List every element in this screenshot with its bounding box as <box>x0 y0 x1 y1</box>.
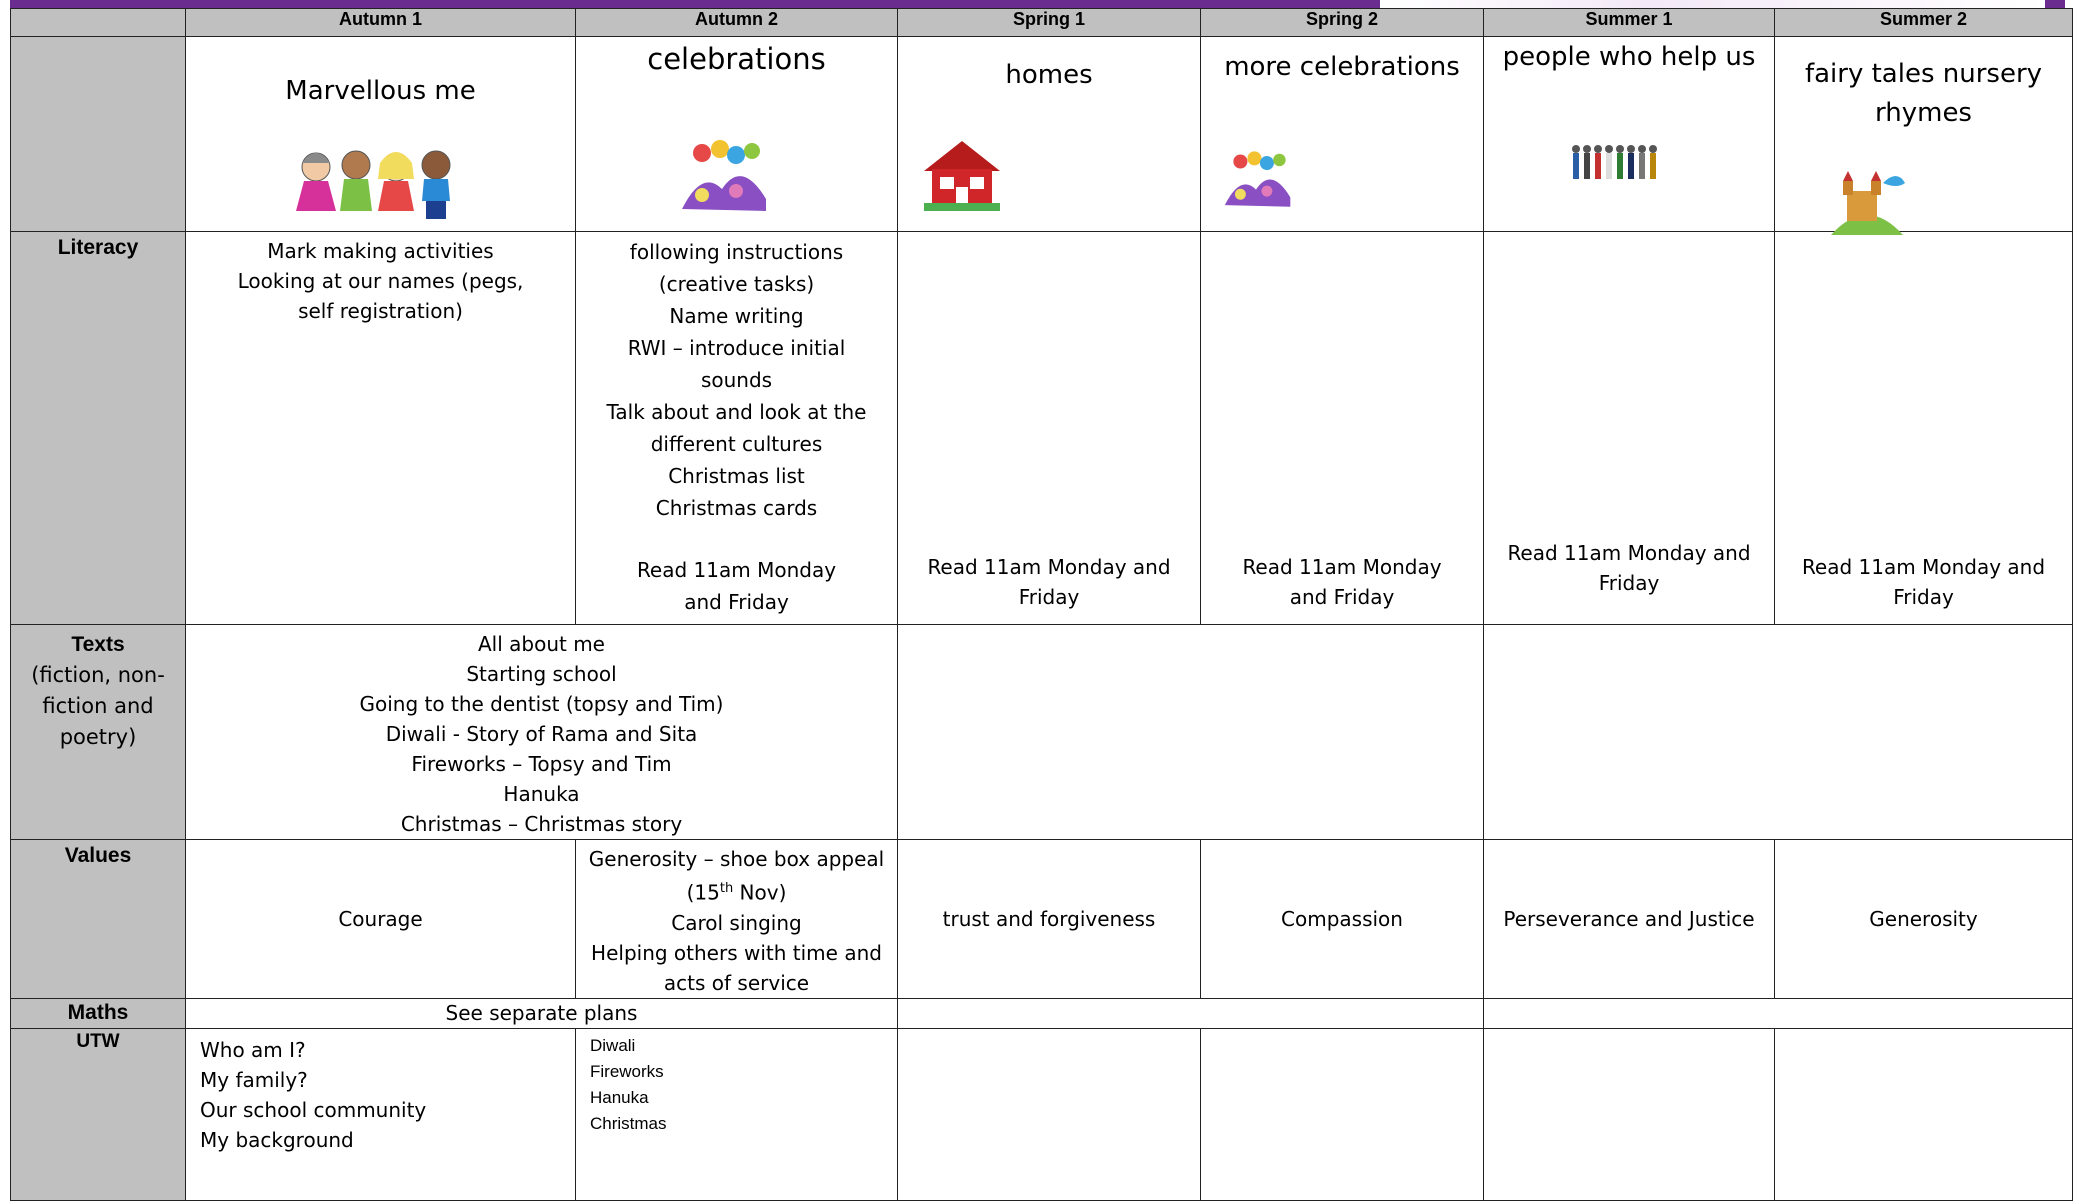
celebration-illustration-icon <box>672 139 772 217</box>
literacy-read-time: Read 11am Monday and Friday <box>1242 555 1442 609</box>
maths-row <box>11 998 2073 1028</box>
theme-summer2 <box>1775 37 2073 232</box>
value-item: Helping others with time and acts of service <box>591 940 882 995</box>
literacy-item: Name writing <box>669 304 804 328</box>
curriculum-plan-table <box>10 8 2073 1201</box>
literacy-spring1 <box>898 232 1201 625</box>
utw-item: Our school community <box>200 1097 427 1122</box>
house-icon <box>922 137 1002 213</box>
text-item: All about me <box>477 632 605 656</box>
utw-item: Diwali <box>590 1035 636 1055</box>
values-spring1: trust and forgiveness <box>898 840 1201 999</box>
values-autumn1: Courage <box>186 840 576 999</box>
term-header-summer1: Summer 1 <box>1484 9 1775 37</box>
texts-spring <box>898 625 1484 840</box>
maths-row-label: Maths <box>11 998 186 1028</box>
top-banner-strip <box>1380 0 2045 8</box>
celebration-illustration-icon <box>1217 145 1295 217</box>
utw-spring1 <box>898 1028 1201 1200</box>
literacy-item: Christmas cards <box>655 496 818 520</box>
theme-title: fairy tales nursery rhymes <box>1804 59 2043 128</box>
utw-spring2 <box>1201 1028 1484 1200</box>
theme-spring2 <box>1201 37 1484 232</box>
fairytale-castle-icon <box>1827 169 1907 239</box>
literacy-read-time: Read 11am Monday and Friday <box>1507 541 1751 595</box>
literacy-read-time: Read 11am Monday and Friday <box>1801 555 2046 609</box>
theme-title: Marvellous me <box>285 76 476 106</box>
people-helpers-icon <box>1570 143 1660 183</box>
theme-row-label <box>11 37 186 232</box>
literacy-row <box>11 232 2073 625</box>
maths-spring <box>898 998 1484 1028</box>
utw-item: My family? <box>200 1067 308 1092</box>
theme-autumn2 <box>576 37 898 232</box>
literacy-autumn1 <box>186 232 576 625</box>
utw-item: Who am I? <box>200 1037 306 1062</box>
texts-summer <box>1484 625 2073 840</box>
term-header-autumn2: Autumn 2 <box>576 9 898 37</box>
children-illustration-icon <box>294 145 464 229</box>
literacy-item: Mark making activities <box>267 239 494 263</box>
utw-row-label: UTW <box>11 1028 186 1200</box>
literacy-item: Looking at our names (pegs, self registration) <box>237 269 524 323</box>
values-row-label: Values <box>11 840 186 999</box>
literacy-item: Christmas list <box>668 464 805 488</box>
values-summer2: Generosity <box>1775 840 2073 999</box>
theme-row <box>11 37 2073 232</box>
utw-item: Fireworks <box>590 1061 664 1081</box>
text-item: Hanuka <box>503 782 580 806</box>
utw-summer1 <box>1484 1028 1775 1200</box>
term-header-summer2: Summer 2 <box>1775 9 2073 37</box>
theme-spring1 <box>898 37 1201 232</box>
utw-summer2 <box>1775 1028 2073 1200</box>
utw-item: Hanuka <box>590 1087 649 1107</box>
literacy-autumn2 <box>576 232 898 625</box>
value-item: Generosity – shoe box appeal <box>588 847 885 871</box>
utw-autumn1 <box>186 1028 576 1200</box>
term-header-spring2: Spring 2 <box>1201 9 1484 37</box>
texts-sublabel: (fiction, non-fiction and poetry) <box>31 663 165 749</box>
values-row <box>11 840 2073 999</box>
text-item: Fireworks – Topsy and Tim <box>411 752 672 776</box>
values-summer1: Perseverance and Justice <box>1484 840 1775 999</box>
maths-summer <box>1484 998 2073 1028</box>
theme-summer1 <box>1484 37 1775 232</box>
theme-title: people who help us <box>1502 42 1756 72</box>
term-header-spring1: Spring 1 <box>898 9 1201 37</box>
literacy-row-label: Literacy <box>11 232 186 625</box>
literacy-item: following instructions (creative tasks) <box>629 240 844 296</box>
literacy-item: Talk about and look at the different cultures <box>606 400 867 456</box>
utw-row <box>11 1028 2073 1200</box>
theme-title: homes <box>1005 60 1093 90</box>
texts-label: Texts <box>71 633 125 656</box>
utw-item: My background <box>200 1127 354 1152</box>
utw-item: Christmas <box>590 1113 667 1133</box>
values-spring2: Compassion <box>1201 840 1484 999</box>
text-item: Diwali - Story of Rama and Sita <box>385 722 698 746</box>
literacy-read-time: Read 11am Monday and Friday <box>636 558 837 614</box>
literacy-read-time: Read 11am Monday and Friday <box>927 555 1171 609</box>
value-item: Carol singing <box>671 910 802 935</box>
term-header-autumn1: Autumn 1 <box>186 9 576 37</box>
texts-autumn <box>186 625 898 840</box>
literacy-summer2 <box>1775 232 2073 625</box>
literacy-item: RWI – introduce initial sounds <box>627 336 846 392</box>
text-item: Starting school <box>466 662 617 686</box>
text-item: Going to the dentist (topsy and Tim) <box>359 692 724 716</box>
corner-cell <box>11 9 186 37</box>
term-header-row <box>11 9 2073 37</box>
texts-row <box>11 625 2073 840</box>
maths-autumn: See separate plans <box>186 998 898 1028</box>
texts-row-label <box>11 625 186 840</box>
value-item: (15th Nov) <box>686 880 787 905</box>
theme-autumn1 <box>186 37 576 232</box>
values-autumn2 <box>576 840 898 999</box>
theme-title: celebrations <box>647 42 826 76</box>
theme-title: more celebrations <box>1224 52 1460 82</box>
literacy-summer1 <box>1484 232 1775 625</box>
text-item: Christmas – Christmas story <box>400 812 683 836</box>
literacy-spring2 <box>1201 232 1484 625</box>
utw-autumn2 <box>576 1028 898 1200</box>
